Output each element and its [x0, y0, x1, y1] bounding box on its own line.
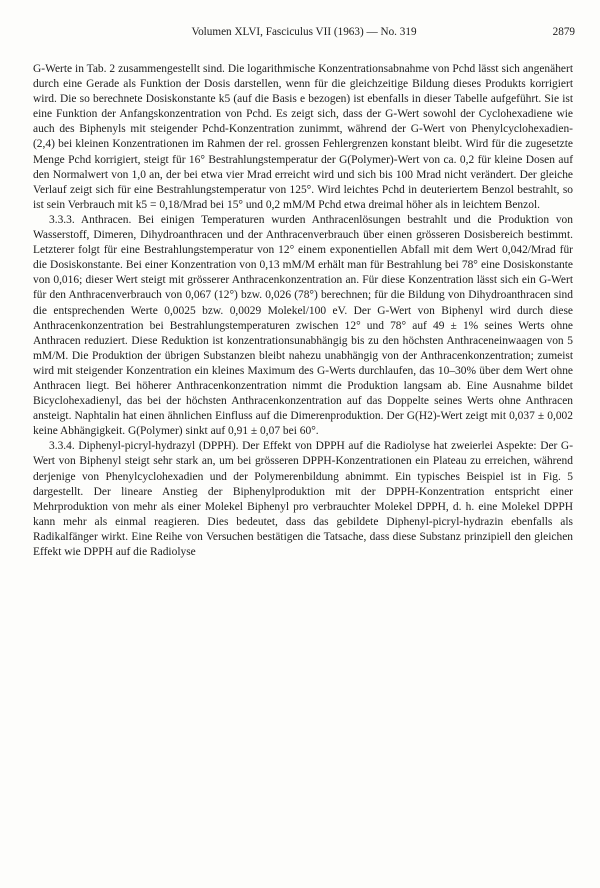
page-number: 2879: [552, 26, 575, 38]
paragraph-anthracen: [33, 213, 573, 439]
journal-header: Volumen XLVI, Fasciculus VII (1963) — No. 319: [191, 26, 417, 38]
section-heading-dpph: 3.3.4. Diphenyl-picryl-hydrazyl: [49, 440, 196, 453]
section-heading-anthracen: 3.3.3. Anthracen.: [49, 213, 132, 226]
paragraph-text: Bei einigen Temperaturen wurden Anthracenlösungen bestrahlt und die Produktion von Wasserstoff, Dimeren, Dihydroanthracen und der Anthracenverbrauch über einen grösseren Dosisbereich bestimmt. Letzterer folgt für eine Bestrahlungstemperatur von 12° einem exponentiellen Abfall mit dem Wert 0,042/Mrad für die Dosiskonstante. Bei einer Konzentration von 0,13 mM/M erhält man für Bestrahlung bei 78° eine Dosiskonstante von 0,016; dieser Wert steigt mit grösserer Anthracenkonzentration an. Für diese Konzentration lässt sich ein G-Wert für den Anthracenverbrauch von 0,067 (12°) bzw. 0,026 (78°) berechnen; für die Bildung von Dihydroanthracen sind die entsprechenden Werte 0,0025 bzw. 0,0029 Molekel/100 eV. Der G-Wert von Biphenyl wird durch diese Anthracenkonzentration bei Bestrahlungstemperaturen zwischen 12° und 78° auf 49 ± 1% seines Werts ohne Anthracen reduziert. Diese Reduktion ist konzentrationsunabhängig bis zu den höchsten Anthraceneinwaagen von 5 mM/M. Die Produktion der übrigen Substanzen bleibt nahezu unabhängig von der Anthracenkonzentration; zumeist wird mit steigender Konzentration ein kleines Maximum des G-Werts durchlaufen, das 10–30% über dem Wert ohne Anthracen liegt. Bei höherer Anthracenkonzentration nimmt die Produktion langsam ab. Eine Ausnahme bildet Bicyclohexadienyl, das bei der höchsten Anthracenkonzentration auf das Doppelte seines Werts ohne Anthracen ansteigt. Naphtalin hat einen ähnlichen Einfluss auf die Dimerenproduktion. Der G(H2)-Wert zeigt mit 0,037 ± 0,002 keine Abhängigkeit. G(Polymer) sinkt auf 0,91 ± 0,07 bei 60°.: [33, 213, 573, 438]
running-header: [33, 26, 575, 42]
paragraph-text: (DPPH). Der Effekt von DPPH auf die Radiolyse hat zweierlei Aspekte: Der G-Wert von Biphenyl steigt sehr stark an, um bei grösseren DPPH-Konzentrationen ein Plateau zu erreichen, während derjenige von Phenylcyclohexadien und der Polymerenbildung abnimmt. Ein typisches Beispiel ist in Fig. 5 dargestellt. Der lineare Anstieg der Biphenylproduktion mit der DPPH-Konzentration entspricht einer Mehrproduktion von mehr als einer Molekel Biphenyl pro verbrauchter Molekel DPPH, d. h. eine Molekel DPPH kann mehr als einmal reagieren. Dies bedeutet, dass das gebildete Diphenyl-picryl-hydrazin ebenfalls als Radikalfänger wirkt. Eine Reihe von Versuchen bestätigen die Tatsache, dass diese Substanz prinzipiell den gleichen Effekt wie DPPH auf die Radiolyse: [33, 440, 573, 558]
paragraph-dpph: [33, 439, 573, 560]
paragraph-tab2-discussion: [33, 62, 573, 213]
body-text: [33, 62, 573, 560]
paragraph-text: G-Werte in Tab. 2 zusammengestellt sind. Die logarithmische Konzentrationsabnahme von Pchd lässt sich angenähert durch eine Gerade als Funktion der Dosis darstellen, wenn für die gleichzeitige Bildung dieses Produkts korrigiert wird. Die so berechnete Dosiskonstante k5 (auf die Basis e bezogen) ist ebenfalls in dieser Tabelle aufgeführt. Sie ist eine Funktion der Anfangskonzentration von Pchd. Es zeigt sich, dass der G-Wert sowohl der Cyclohexadiene wie auch des Biphenyls mit steigender Pchd-Konzentration zunimmt, während der G-Wert von Phenylcyclohexadien-(2,4) bei kleinen Konzentrationen im Rahmen der rel. grossen Fehlergrenzen konstant bleibt. Wird für die zugesetzte Menge Pchd korrigiert, steigt für 16° Bestrahlungstemperatur der G(Polymer)-Wert von ca. 0,2 für kleine Dosen auf den Normalwert von 1,0 an, der bei etwa vier Mrad erreicht wird und sich bis 100 Mrad nicht verändert. Der gleiche Verlauf zeigt sich für eine Bestrahlungstemperatur von 125°. Wird leichtes Pchd in deuteriertem Benzol bestrahlt, so ist sein Verbrauch mit k5 = 0,18/Mrad bei 15° und 0,2 mM/M Pchd etwa dreimal höher als in leichtem Benzol.: [33, 63, 573, 211]
